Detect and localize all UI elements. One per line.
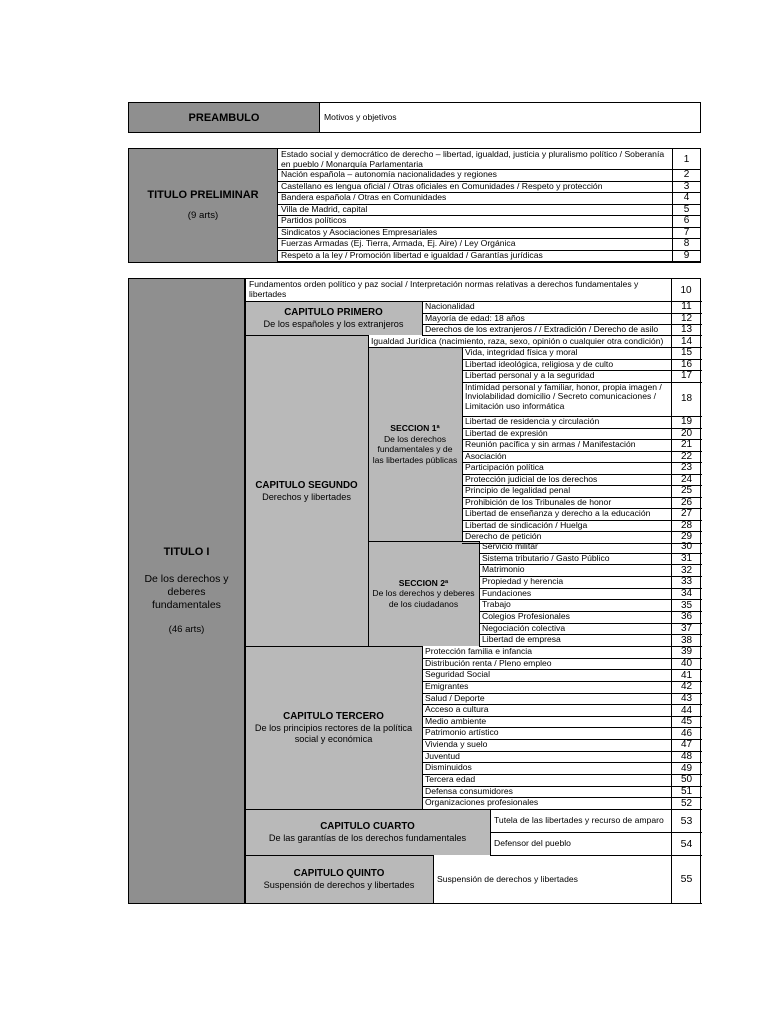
article-text: Suspensión de derechos y libertades (437, 874, 578, 884)
article-number: 12 (680, 312, 693, 324)
article-number: 11 (681, 301, 692, 313)
article-text: Respeto a la ley / Promoción libertad e igualdad / Garantías jurídicas (281, 249, 543, 260)
article-number: 17 (680, 370, 693, 382)
capitulo-tercero-header (245, 646, 422, 809)
article-text: Libertad de residencia y circulación (465, 416, 600, 426)
article-text: Reunión pacífica y sin armas / Manifestación (465, 439, 636, 449)
article-text: Libertad de enseñanza y derecho a la educación (465, 508, 651, 518)
article-number: 38 (680, 634, 693, 646)
article-number: 54 (680, 837, 693, 850)
article-number: 27 (680, 508, 693, 520)
preambulo-text: Motivos y objetivos (324, 112, 397, 122)
article-text: Seguridad Social (425, 669, 490, 680)
article-number: 4 (683, 192, 690, 204)
article-number: 43 (680, 692, 693, 704)
capitulo-primero-subtitle: De los españoles y los extranjeros (263, 318, 404, 329)
article-text: Medio ambiente (425, 715, 487, 726)
article-text: Mayoría de edad: 18 años (425, 312, 525, 323)
article-text: Juventud (425, 750, 460, 761)
article-number: 13 (680, 324, 693, 335)
article-text: Emigrantes (425, 680, 469, 691)
capitulo-quinto-subtitle: Suspensión de derechos y libertades (263, 880, 415, 890)
capitulo-segundo-title: CAPITULO SEGUNDO (255, 479, 358, 491)
capitulo-segundo-subtitle: Derechos y libertades (262, 491, 351, 502)
article-number: 55 (680, 873, 693, 885)
article-text: Libertad de expresión (465, 427, 548, 438)
article-number: 23 (680, 462, 693, 474)
article-number: 3 (683, 180, 690, 192)
article-text: Principio de legalidad penal (465, 485, 571, 495)
article-text: Salud / Deporte (425, 692, 485, 703)
article-number: 46 (680, 727, 693, 739)
article-text: Tercera edad (425, 774, 476, 785)
article-10-number: 10 (680, 284, 692, 296)
article-number: 33 (680, 576, 693, 588)
article-number: 22 (680, 450, 693, 462)
capitulo-quinto-header (245, 855, 433, 903)
article-text: Intimidad personal y familiar, honor, propia imagen / Inviolabilidad domicilio / Secreto comunicaciones / Limitación uso informática (465, 381, 662, 411)
article-text: Igualdad Jurídica (nacimiento, raza, sexo, opinión o cualquier otra condición) (371, 336, 664, 346)
article-text: Matrimonio (482, 564, 525, 575)
article-number: 28 (680, 519, 693, 531)
capitulo-primero-header (245, 301, 422, 335)
titulo-i-header (129, 279, 245, 903)
article-number: 42 (680, 681, 693, 693)
article-number: 44 (680, 704, 693, 716)
article-number: 1 (683, 153, 690, 165)
article-text: Estado social y democrático de derecho – libertad, igualdad, justicia y pluralismo político / Soberanía en pueblo / Monarquía Parlamentaria (281, 149, 665, 169)
titulo-i-arts: (46 arts) (168, 624, 205, 635)
article-text: Vida, integridad física y moral (465, 347, 578, 357)
article-number: 29 (680, 531, 693, 543)
preambulo-title: PREAMBULO (129, 103, 320, 132)
article-text: Servicio militar (482, 541, 538, 551)
article-text: Derecho de petición (465, 531, 542, 541)
article-text: Propiedad y herencia (482, 576, 564, 586)
article-text: Defensor del pueblo (494, 838, 571, 848)
article-number: 25 (680, 485, 693, 497)
article-number: 47 (680, 739, 693, 751)
article-text: Bandera española / Otras en Comunidades (281, 192, 447, 202)
article-number: 41 (680, 669, 693, 681)
capitulo-segundo-header (245, 335, 368, 646)
article-text: Defensa consumidores (425, 785, 513, 796)
article-number: 45 (680, 716, 693, 728)
article-text: Fuerzas Armadas (Ej. Tierra, Armada, Ej. Aire) / Ley Orgánica (281, 238, 516, 248)
article-number: 8 (683, 238, 690, 250)
article-text: Libertad de sindicación / Huelga (465, 519, 588, 530)
seccion-2-header (368, 541, 479, 646)
article-text: Patrimonio artístico (425, 727, 499, 738)
capitulo-cuarto-header (245, 809, 490, 855)
article-number: 6 (683, 215, 690, 227)
seccion-1-title: SECCION 1ª (390, 423, 440, 433)
article-number: 14 (680, 335, 693, 347)
titulo-preliminar-title: TITULO PRELIMINAR (147, 189, 259, 201)
article-text: Protección judicial de los derechos (465, 473, 598, 484)
capitulo-quinto-title: CAPITULO QUINTO (293, 868, 385, 879)
article-text: Distribución renta / Pleno empleo (425, 657, 552, 668)
article-text: Tutela de las libertades y recurso de amparo (494, 815, 664, 825)
article-number: 32 (680, 564, 693, 576)
article-number: 5 (683, 203, 690, 215)
article-text: Libertad de empresa (482, 634, 561, 645)
article-number: 52 (680, 797, 693, 809)
capitulo-cuarto-title: CAPITULO CUARTO (320, 821, 415, 832)
article-number: 31 (680, 552, 693, 564)
titulo-preliminar-table (128, 148, 701, 263)
titulo-preliminar-header (129, 149, 278, 262)
capitulo-cuarto-subtitle: De las garantías de los derechos fundamentales (268, 833, 467, 843)
seccion-2-subtitle: De los derechos y deberes de los ciudadanos (372, 588, 475, 609)
article-text: Vivienda y suelo (425, 739, 488, 750)
preambulo-table (128, 102, 701, 133)
article-number: 40 (680, 657, 693, 669)
seccion-2-title: SECCION 2ª (398, 577, 449, 588)
article-number: 34 (680, 588, 693, 599)
article-number: 20 (680, 427, 693, 439)
article-number: 2 (683, 169, 690, 181)
article-number: 19 (680, 416, 693, 428)
article-text: Disminuidos (425, 762, 472, 773)
article-text: Fundaciones (482, 587, 532, 598)
article-text: Villa de Madrid, capital (281, 203, 368, 214)
article-text: Nacionalidad (425, 301, 475, 311)
article-text: Organizaciones profesionales (425, 797, 539, 808)
article-number: 24 (680, 473, 693, 485)
seccion-1-subtitle: De los derechos fundamentales y de las libertades públicas (372, 433, 458, 465)
article-number: 37 (680, 623, 693, 635)
article-number: 36 (680, 611, 693, 623)
article-text: Partidos políticos (281, 215, 347, 225)
article-number: 30 (680, 541, 693, 553)
article-number: 35 (680, 599, 693, 611)
article-number: 51 (680, 785, 693, 797)
seccion-1-header (368, 347, 462, 541)
article-text: Negociación colectiva (482, 622, 566, 633)
article-10-text: Fundamentos orden político y paz social / Interpretación normas relativas a derechos fundamentales y libertades (249, 280, 639, 299)
article-number: 7 (683, 226, 690, 238)
titulo-i-subtitle: De los derechos y deberes fundamentales (144, 573, 229, 611)
capitulo-primero-title: CAPITULO PRIMERO (284, 306, 383, 318)
article-text: Protección familia e infancia (425, 646, 532, 656)
article-number: 18 (680, 393, 693, 405)
capitulo-tercero-title: CAPITULO TERCERO (283, 711, 384, 722)
article-text: Acceso a cultura (425, 704, 489, 715)
article-number: 9 (683, 249, 690, 261)
titulo-i-table (128, 278, 701, 904)
article-text: Prohibición de los Tribunales de honor (465, 496, 612, 507)
article-text: Libertad ideológica, religiosa y de culto (465, 358, 614, 369)
article-text: Colegios Profesionales (482, 611, 570, 622)
article-number: 48 (680, 751, 693, 763)
article-number: 39 (680, 646, 693, 658)
article-text: Nación española – autonomía nacionalidades y regiones (281, 169, 497, 179)
titulo-i-title: TITULO I (163, 546, 210, 558)
titulo-preliminar-subtitle: (9 arts) (187, 210, 219, 221)
article-text: Derechos de los extranjeros / / Extradición / Derecho de asilo (425, 324, 659, 334)
article-number: 16 (680, 358, 693, 370)
article-number: 15 (680, 347, 693, 359)
article-text: Asociación (465, 450, 507, 461)
capitulo-tercero-subtitle: De los principios rectores de la política social y económica (254, 723, 413, 744)
article-text: Sistema tributario / Gasto Público (482, 552, 610, 563)
article-number: 53 (680, 814, 693, 827)
article-text: Sindicatos y Asociaciones Empresariales (281, 226, 438, 237)
article-number: 50 (680, 774, 693, 786)
article-text: Castellano es lengua oficial / Otras oficiales en Comunidades / Respeto y protección (281, 180, 603, 191)
article-number: 49 (680, 762, 693, 774)
titulo-preliminar-rows (278, 149, 700, 262)
article-text: Trabajo (482, 599, 511, 610)
article-number: 26 (680, 496, 693, 508)
article-number: 21 (680, 439, 693, 451)
article-text: Libertad personal y a la seguridad (465, 370, 595, 380)
article-text: Participación política (465, 462, 544, 472)
